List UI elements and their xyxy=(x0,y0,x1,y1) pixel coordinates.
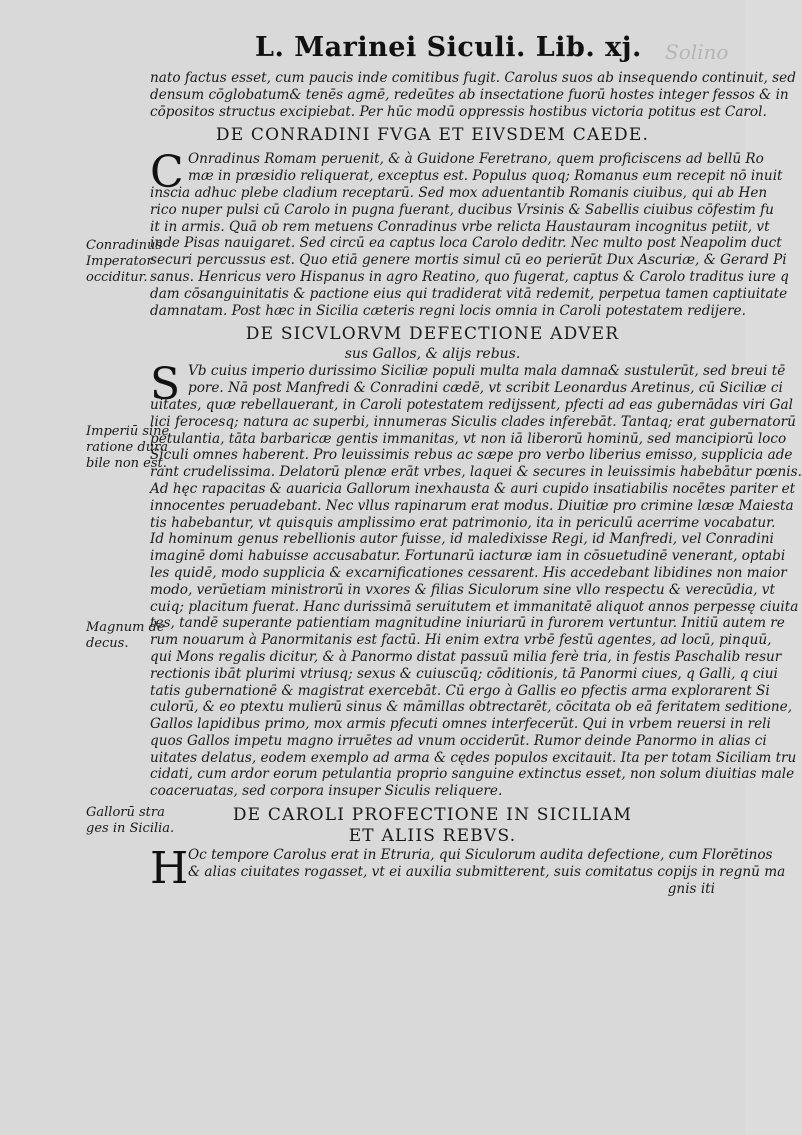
text-line: coaceruatas, sed corpora insuper Siculis reliquere. xyxy=(150,783,503,800)
text-line: uitates delatus, eodem exemplo ad arma & cędes populos excitauit. Ita per totam Siciliam tru xyxy=(150,749,797,766)
text-line: rectionis ibāt plurimi vtriusq; sexus & cuiuscūq; cōditionis, tā Panormi ciues, q Galli, q ciui xyxy=(150,665,778,682)
drop-capital: H xyxy=(150,843,189,895)
running-header: L. Marinei Siculi. Lib. xj. xyxy=(255,32,642,63)
text-line: petulantia, tāta barbaricæ gentis immanitas, vt non iā liberorū hominū, sed mancipiorū loco xyxy=(150,430,787,447)
text-line: tis habebantur, vt quisquis amplissimo erat patrimonio, ita in periculū acerrime vocabatur. xyxy=(150,514,776,531)
margin-note-gallorum: Gallorū stra ges in Sicilia. xyxy=(86,805,175,836)
text-line: inde Pisas nauigaret. Sed circū ea captus loca Carolo deditr. Nec multo post Neapolim duct xyxy=(150,235,782,252)
text-line: cuiq; placitum fuerat. Hanc durissimā seruitutem et immanitatē aliquot annos perpessę ciuita xyxy=(150,598,799,615)
text-line: sanus. Henricus vero Hispanus in agro Reatino, quo fugerat, captus & Carolo traditus iure q xyxy=(150,268,789,285)
text-line: cidati, cum ardor eorum petulantia proprio sanguine extinctus esset, non solum diuitias male xyxy=(150,766,795,783)
text-line: densum cōglobatum& tenēs agmē, redeūtes ab insectatione fuorū hostes integer fessos & in xyxy=(150,86,789,103)
text-line: Gallos lapidibus primo, mox armis pfecuti omnes interfecerūt. Qui in vrbem reuersi in reli xyxy=(150,716,771,733)
text-line: pore. Nā post Manfredi & Conradini cædē, vt scribit Leonardus Aretinus, cū Siciliæ ci xyxy=(188,380,783,397)
text-line: qui Mons regalis dicitur, & à Panormo distat passuū milia ferè tria, in festis Paschalib resur xyxy=(150,648,782,665)
text-line: rum nouarum à Panormitanis est factū. Hi enim extra vrbē festū agentes, ad locū, pinquū, xyxy=(150,632,772,649)
bleed-through-text: Solino xyxy=(665,40,729,64)
text-line: culorū, & eo ptextu mulierū sinus & māmillas obtrectarēt, cōcitata ob eā feritatem seditione, xyxy=(150,699,793,716)
drop-capital: S xyxy=(150,359,181,411)
text-line: rant crudelissima. Delatorū plenæ erāt vrbes, laquei & secures in leuissimis habebātur pœnis. xyxy=(150,464,802,481)
text-line: Vb cuius imperio durissimo Siciliæ populi multa mala damna& sustulerūt, sed breui tē xyxy=(188,363,786,380)
section-heading-conradini: DE CONRADINI FVGA ET EIVSDEM CAEDE. xyxy=(215,125,650,146)
section-subheading-siculorum: sus Gallos, & alijs rebus. xyxy=(344,346,521,363)
catchword: gnis iti xyxy=(667,880,715,897)
main-text-column xyxy=(150,70,802,897)
text-line: quos Gallos impetu magno irruētes ad vnum occiderūt. Rumor deinde Panormo in alias ci xyxy=(150,732,767,749)
margin-note-imperium: Imperiū sine ratione dura bile non est. xyxy=(86,424,170,471)
section-body-conradini xyxy=(150,147,789,319)
text-line: Ad hęc rapacitas & auaricia Gallorum inexhausta & auri cupido insatiabilis nocētes pariter et xyxy=(150,480,796,497)
text-line: lici ferocesq; natura ac superbi, innumeras Siculis clades inferebāt. Tantaq; erat gubernatorū xyxy=(150,413,796,430)
section-heading-caroli-line2: ET ALIIS REBVS. xyxy=(348,826,517,847)
section-body-caroli xyxy=(150,843,786,897)
text-line: securi percussus est. Quo etiā genere mortis simul cū eo perierūt Dux Ascuriæ, & Gerard Pi xyxy=(150,252,787,269)
text-line: Id hominum genus rebellionis autor fuisse, id maledixisse Regi, id Manfredi, vel Conradini xyxy=(150,531,774,548)
text-line: Onradinus Romam peruenit, & à Guidone Feretrano, quem proficiscens ad bellū Ro xyxy=(188,151,764,168)
text-line: inscia adhuc plebe cladium receptarū. Sed mox aduentantib Romanis ciuibus, qui ab Hen xyxy=(150,184,768,201)
section-heading-caroli: DE CAROLI PROFECTIONE IN SICILIAM xyxy=(232,805,633,826)
text-line: tatis gubernationē & magistrat exercebāt. Cū ergo à Gallis eo pfectis arma explorarent Si xyxy=(150,682,770,699)
text-line: modo, verūetiam ministrorū in vxores & filias Siculorum sine vllo respectu & verecūdia, vt xyxy=(150,581,775,598)
section-body-siculorum xyxy=(150,359,802,800)
text-line: damnatam. Post hæc in Sicilia cæteris regni locis omnia in Caroli potestatem redijere. xyxy=(150,302,746,319)
margin-note-conradinus: Conradinus Imperator occiditur. xyxy=(86,238,163,285)
text-line: cōpositos structus excipiebat. Per hūc modū oppressis hostibus victoria potitus est Carol. xyxy=(150,103,767,120)
text-line: dam cōsanguinitatis & pactione eius qui tradiderat vitā redemit, perpetua tamen captiuitate xyxy=(150,285,788,302)
text-line: mæ in præsidio reliquerat, exceptus est. Populus quoq; Romanus eum recepit nō inuit xyxy=(188,168,783,185)
text-line: & alias ciuitates rogasset, vt ei auxilia submitterent, suis comitatus copijs in regnū ma xyxy=(188,863,786,880)
text-line: innocentes peruadebant. Nec vllus rapinarum erat modus. Diuitiæ pro crimine læsæ Maiesta xyxy=(150,497,794,514)
drop-capital: C xyxy=(150,147,184,199)
text-line: uitates, quæ rebellauerant, in Caroli potestatem redijssent, pfecti ad eas gubernādas viri Gal xyxy=(150,396,793,413)
continuation-paragraph xyxy=(150,70,796,120)
text-line: les quidē, modo supplicia & excarnificationes cessarent. His accedebant libidines non maior xyxy=(150,564,787,581)
text-line: tes, tandē superante patientiam magnitudine iniuriarū in furorem vertuntur. Initiū autem re xyxy=(150,615,785,632)
text-line: nato factus esset, cum paucis inde comitibus fugit. Carolus suos ab insequendo continuit, sed xyxy=(150,70,796,86)
text-line: Siculi omnes haberent. Pro leuissimis rebus ac sæpe pro verbo liberius emisso, supplicia ade xyxy=(150,447,793,464)
text-line: it in armis. Quā ob rem metuens Conradinus vrbe relicta Haustauram incognitus petiit, vt xyxy=(150,218,770,235)
text-line: Oc tempore Carolus erat in Etruria, qui Siculorum audita defectione, cum Florētinos xyxy=(188,847,773,864)
section-heading-siculorum: DE SICVLORVM DEFECTIONE ADVER xyxy=(245,324,620,345)
text-line: imaginē domi habuisse accusabatur. Fortunarū iacturæ iam in cōsuetudinē venerant, optabi xyxy=(150,548,786,565)
margin-note-magnum: Magnum de decus. xyxy=(86,620,165,651)
text-line: rico nuper pulsi cū Carolo in pugna fuerant, ducibus Vrsinis & Sabellis ciuibus cōfestim fu xyxy=(150,201,774,218)
